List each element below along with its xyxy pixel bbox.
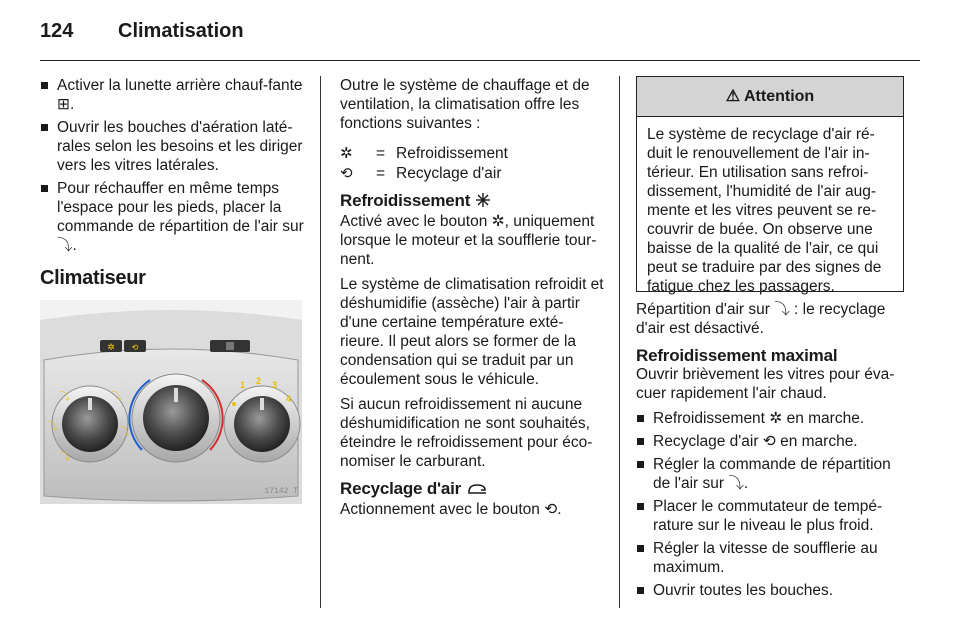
section-heading-refroidissement-maximal: Refroidissement maximal [636,346,838,365]
attention-header [637,77,903,117]
bullet-list-top [40,76,306,255]
intro-paragraph: Outre le système de chauffage et de ventilation, la climatisation offre les fonctions suivantes : [340,77,590,132]
bullet-list-max [636,409,904,600]
column-left [40,76,306,504]
column-right [636,300,904,604]
paragraph-max: Ouvrir brièvement les vitres pour éva-cuer rapidement l'air chaud. [636,366,895,402]
snowflake-icon: ✲ [340,144,353,162]
list-item: Ouvrir les bouches d'aération laté-rales selon les besoins et les diriger vers les vitres latérales. [40,118,306,175]
svg-text:1: 1 [240,380,246,390]
svg-text:⤵: ⤵ [112,392,122,403]
definition-row-cooling [340,143,605,163]
paragraph-repartition: Répartition d'air sur ⤵ : le recyclage d'air est désactivé. [636,301,886,337]
definition-text: Recyclage d'air [396,164,502,182]
svg-text:⟲: ⟲ [131,343,139,352]
recirculation-icon [466,481,488,500]
svg-text:⤵: ⤵ [60,452,70,463]
section-heading-climatiseur: Climatiseur [40,267,146,289]
attention-body: Le système de recyclage d'air ré-duit le renouvellement de l'air in-térieur. En utilisation sans refroi-dissement, l'humidité de l'air aug-mente et les vitres peuvent se re-couvrir de buée. On observe une baisse de la qualité de l'air, ce qui peut se traduire par des signes de fatigue chez les passagers. [647,126,882,295]
warning-icon: ⚠ [725,88,741,105]
header-divider [40,60,920,61]
list-item: Refroidissement ✲ en marche. [636,409,904,428]
recirculation-icon: ⟲ [340,164,353,182]
figure-reference: 17142 T [264,487,298,496]
page-header [40,18,920,48]
section-heading-refroidissement: Refroidissement [340,191,605,212]
list-item: Régler la commande de répartition de l'air sur ⤵. [636,455,904,493]
list-item: Activer la lunette arrière chauf-fante ⊞. [40,76,306,114]
svg-text:⤵: ⤵ [60,392,70,403]
list-item: Régler la vitesse de soufflerie au maximum. [636,539,904,577]
paragraph-refroidissement-2: Le système de climatisation refroidit et déshumidifie (assèche) l'air à partir d'une certaine température exté-rieure. Il peut alors se former de la condensation qui se traduit par un écoulement sous le véhicule. [340,276,604,388]
page-title: Climatisation [118,20,244,42]
svg-text:4: 4 [286,394,292,404]
paragraph-refroidissement-3: Si aucun refroidissement ni aucune déshumidification ne sont souhaités, éteindre le refroidissement pour éco-nomiser le carburant. [340,396,593,470]
column-divider-1 [320,76,321,608]
column-middle [340,76,605,525]
definition-row-recirculation [340,163,605,183]
climate-panel-figure [40,300,302,504]
section-heading-recyclage: Recyclage d'air [340,479,605,500]
symbol-definitions [340,143,605,183]
svg-text:2: 2 [256,376,262,386]
paragraph-refroidissement-1: Activé avec le bouton ✲, uniquement lorsque le moteur et la soufflerie tour-nent. [340,213,597,268]
column-divider-2 [619,76,620,608]
svg-text:⤵: ⤵ [120,427,130,438]
climate-panel-illustration [40,300,302,504]
attention-title: Attention [744,88,815,105]
definition-equals: = [376,144,386,162]
snowflake-icon [475,192,491,212]
list-item: Pour réchauffer en même temps l'espace pour les pieds, placer la commande de répartition de l'air sur ⤵. [40,179,306,255]
svg-text:✲: ✲ [107,342,115,352]
paragraph-recyclage: Actionnement avec le bouton ⟲. [340,501,562,518]
list-item: Ouvrir toutes les bouches. [636,581,904,600]
attention-box [636,76,904,295]
definition-equals: = [376,164,386,182]
svg-text:⤵: ⤵ [48,422,58,433]
list-item: Recyclage d'air ⟲ en marche. [636,432,904,451]
page-number: 124 [40,20,74,42]
definition-text: Refroidissement [396,144,508,162]
list-item: Placer le commutateur de tempé-rature sur le niveau le plus froid. [636,497,904,535]
svg-text:3: 3 [272,380,278,390]
